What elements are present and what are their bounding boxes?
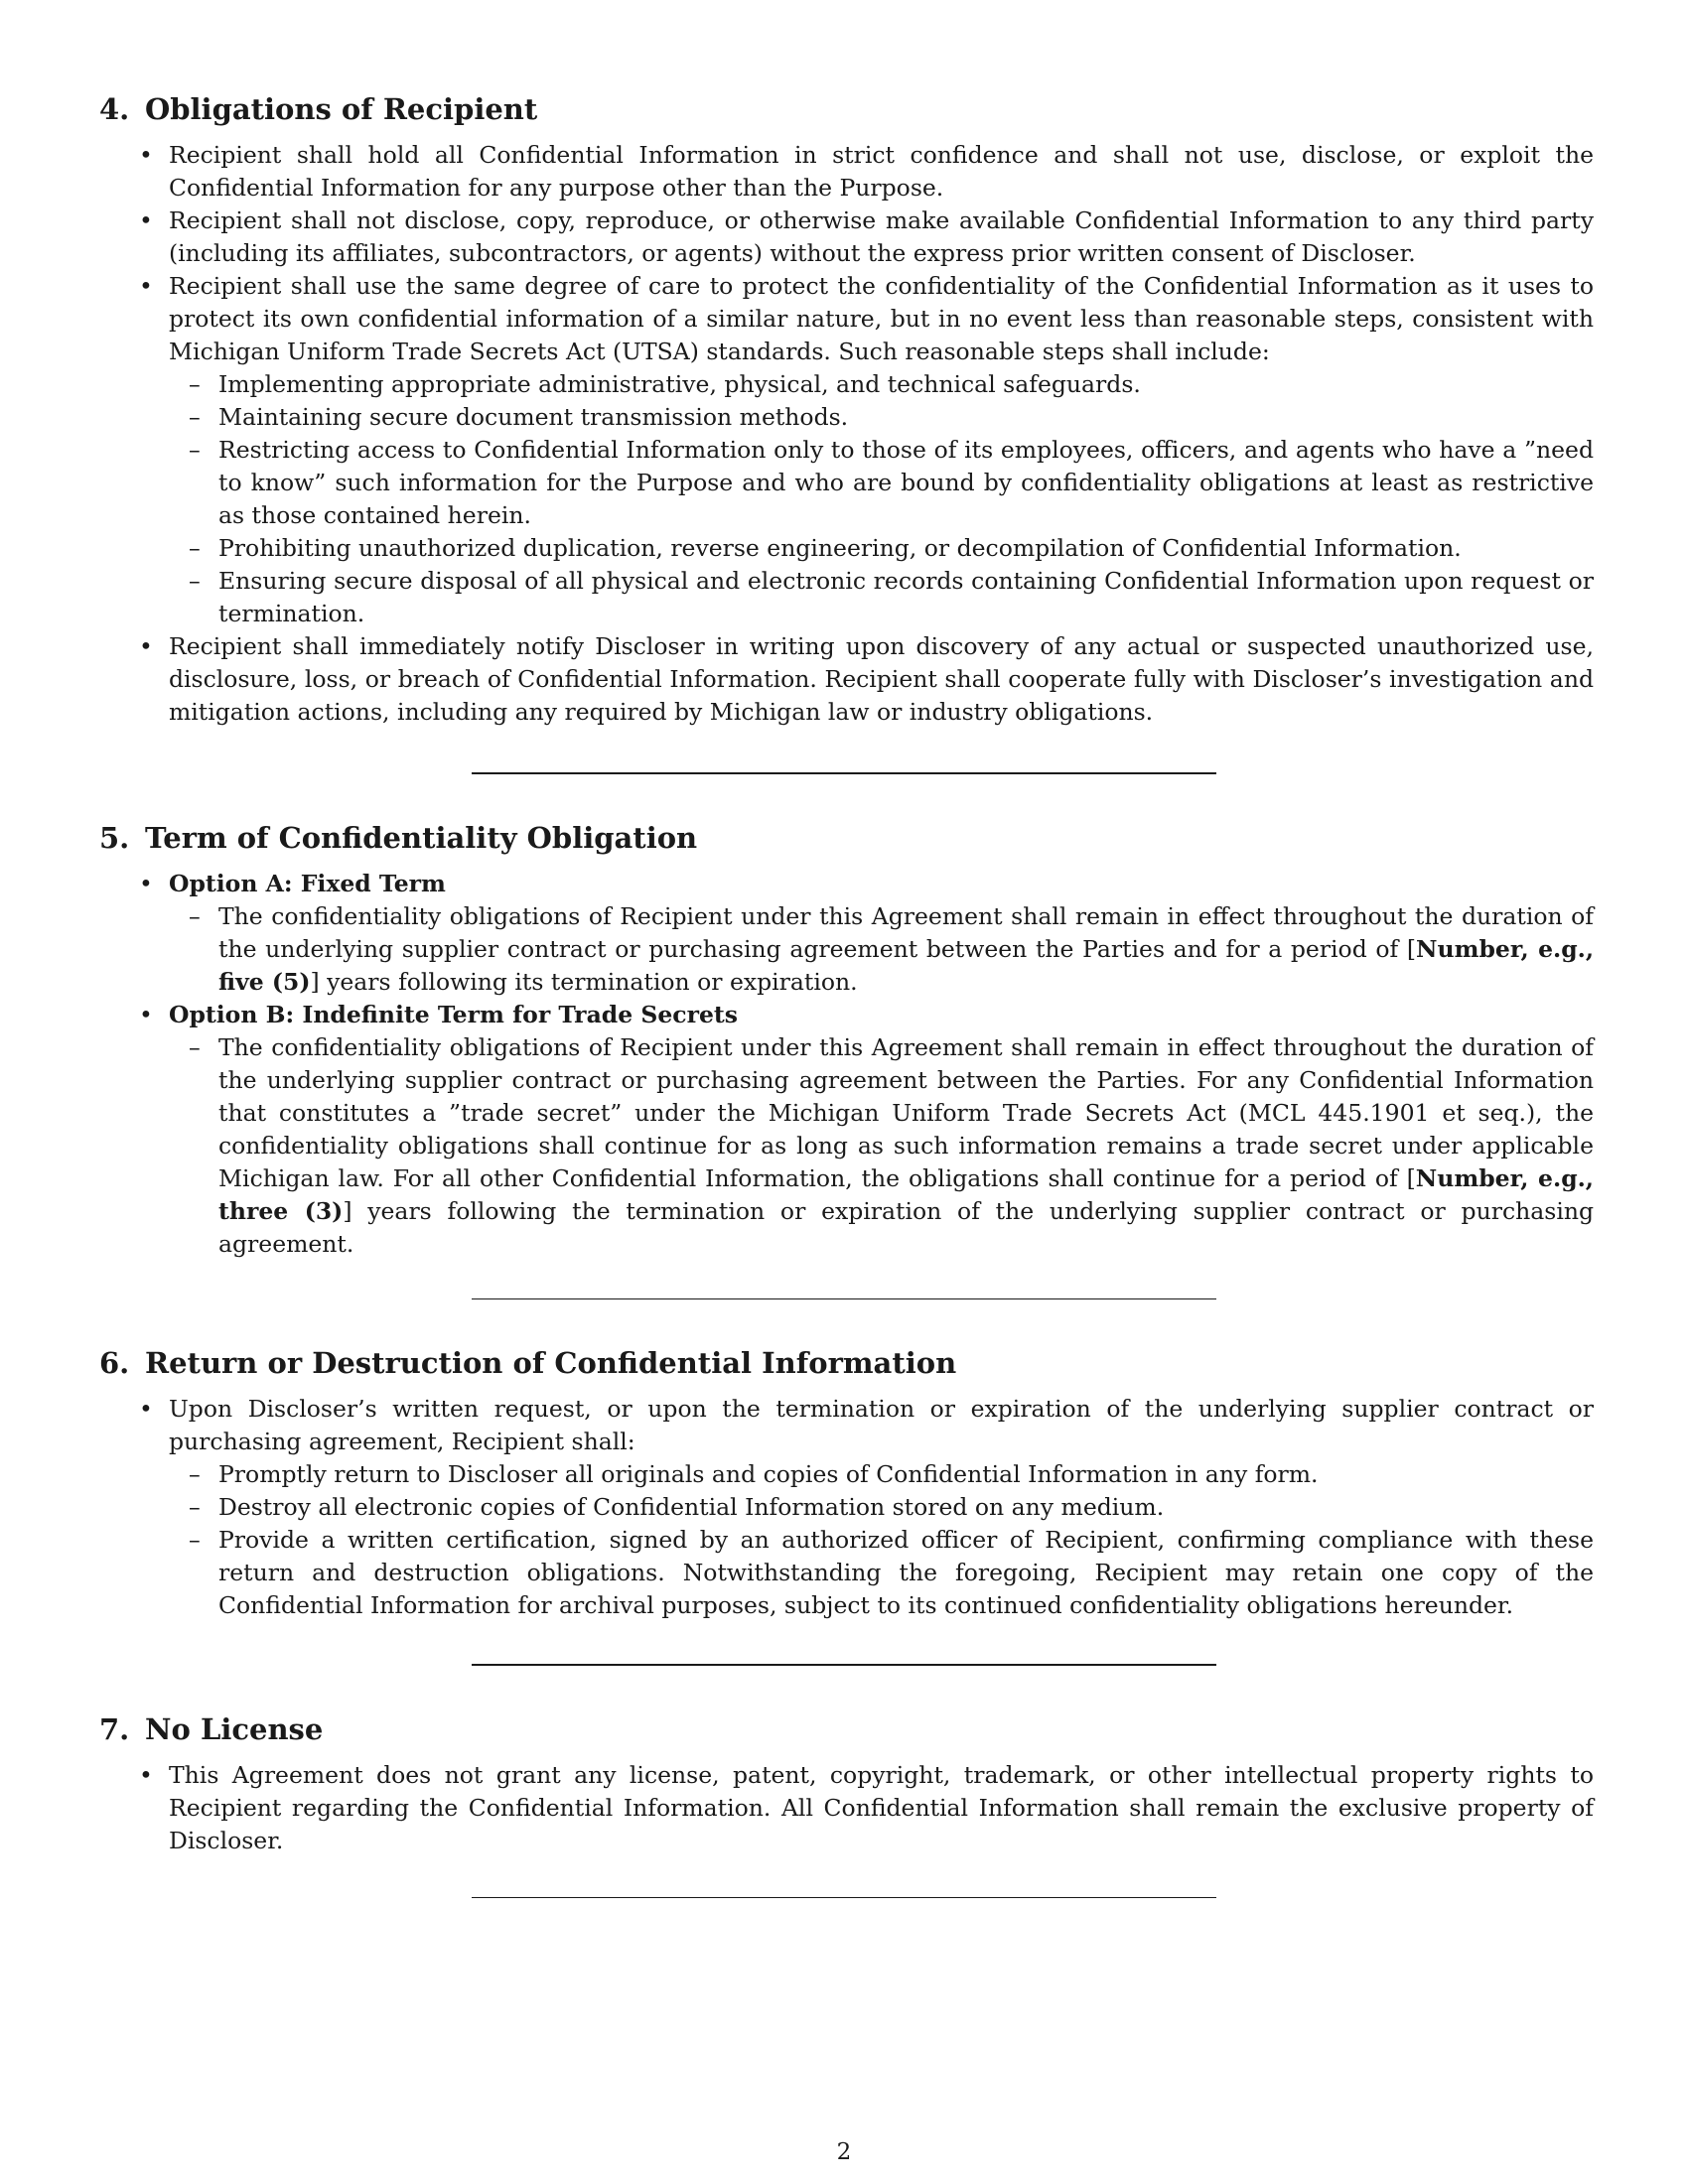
section-divider — [472, 1664, 1216, 1666]
section-5-term — [99, 818, 1594, 1261]
section-heading — [99, 818, 1594, 858]
section-divider — [472, 772, 1216, 774]
section-heading — [99, 89, 1594, 129]
sub-list-item: – Maintaining secure document transmission methods. — [159, 401, 1594, 434]
section-title: No License — [145, 1712, 324, 1746]
section-heading — [99, 1709, 1594, 1749]
list-item — [99, 1393, 1594, 1622]
section-heading — [99, 1343, 1594, 1383]
sub-list-item: – Ensuring secure disposal of all physical and electronic records containing Confidential Information upon request or termination. — [159, 565, 1594, 630]
bullet-list — [99, 868, 1594, 1261]
sub-list-item: – Restricting access to Confidential Information only to those of its employees, officers, and agents who have a ”need to know” such information for the Purpose and who are bound by confidentiality obligations at least as restrictive as those contained herein. — [159, 434, 1594, 532]
section-7-no-license — [99, 1709, 1594, 1857]
option-bold-placeholder: Number, e.g., three (3) — [218, 1164, 1594, 1225]
option-title: Option B: Indefinite Term for Trade Secrets — [169, 1001, 739, 1028]
section-4-obligations — [99, 89, 1594, 729]
sub-list-item — [159, 900, 1594, 999]
option-text: The confidentiality obligations of Recipient under this Agreement shall remain in effect throughout the duration of the underlying supplier contract or purchasing agreement between the Parties. For any Confidential Information that constitutes a ”trade secret” under the Michigan Uniform Trade Secrets Act (MCL 445.1901 et seq.), the confidentiality obligations shall continue for as long as such information remains a trade secret under applicable Michigan law. For all other Confidential Information, the obligations shall continue for a period of [ — [218, 1033, 1594, 1192]
option-bold-placeholder: Number, e.g., five (5) — [218, 935, 1594, 996]
list-item-text: Upon Discloser’s written request, or upon the termination or expiration of the underlying supplier contract or purchasing agreement, Recipient shall: — [169, 1395, 1594, 1455]
option-text: ] years following the termination or expiration of the underlying supplier contract or purchasing agreement. — [218, 1197, 1595, 1258]
list-item: • Recipient shall hold all Confidential Information in strict confidence and shall not use, disclose, or exploit the Confidential Information for any purpose other than the Purpose. — [99, 139, 1594, 205]
section-title: Return or Destruction of Confidential Information — [145, 1346, 957, 1380]
section-divider — [472, 1897, 1216, 1898]
sub-list — [159, 900, 1594, 999]
section-6-return-destruction — [99, 1343, 1594, 1622]
section-title: Term of Confidentiality Obligation — [145, 821, 698, 855]
section-number: 4. — [99, 92, 130, 126]
sub-list-item: – Promptly return to Discloser all originals and copies of Confidential Information in any form. — [159, 1458, 1594, 1491]
bullet-list — [99, 1393, 1594, 1622]
list-item-text: Recipient shall use the same degree of care to protect the confidentiality of the Confidential Information as it uses to protect its own confidential information of a similar nature, but in no event less than reasonable steps, consistent with Michigan Uniform Trade Secrets Act (UTSA) standards. Such reasonable steps shall include: — [169, 272, 1594, 365]
bullet-list — [99, 1759, 1594, 1857]
sub-list — [159, 1031, 1594, 1261]
list-item: • This Agreement does not grant any license, patent, copyright, trademark, or other intellectual property rights to Recipient regarding the Confidential Information. All Confidential Information shall remain the exclusive property of Discloser. — [99, 1759, 1594, 1857]
section-title: Obligations of Recipient — [145, 92, 538, 126]
option-title: Option A: Fixed Term — [169, 870, 446, 897]
sub-list — [159, 1458, 1594, 1622]
option-text: The confidentiality obligations of Recipient under this Agreement shall remain in effect throughout the duration of the underlying supplier contract or purchasing agreement between the Parties and for a period of [ — [218, 902, 1594, 963]
sub-list-item: – Destroy all electronic copies of Confidential Information stored on any medium. — [159, 1491, 1594, 1524]
document-page — [99, 89, 1594, 1898]
section-number: 5. — [99, 821, 130, 855]
sub-list-item — [159, 1031, 1594, 1261]
option-item — [99, 868, 1594, 999]
sub-list — [159, 368, 1594, 630]
page-number: 2 — [836, 2139, 852, 2165]
section-number: 7. — [99, 1712, 130, 1746]
sub-list-item: – Implementing appropriate administrative, physical, and technical safeguards. — [159, 368, 1594, 401]
sub-list-item: – Prohibiting unauthorized duplication, reverse engineering, or decompilation of Confidential Information. — [159, 532, 1594, 565]
list-item — [99, 270, 1594, 630]
option-text: ] years following its termination or expiration. — [310, 968, 858, 996]
section-number: 6. — [99, 1346, 130, 1380]
sub-list-item: – Provide a written certification, signed by an authorized officer of Recipient, confirming compliance with these return and destruction obligations. Notwithstanding the foregoing, Recipient may retain one copy of the Confidential Information for archival purposes, subject to its continued confidentiality obligations hereunder. — [159, 1524, 1594, 1622]
option-item — [99, 999, 1594, 1261]
section-divider — [472, 1298, 1216, 1299]
list-item: • Recipient shall not disclose, copy, reproduce, or otherwise make available Confidential Information to any third party (including its affiliates, subcontractors, or agents) without the express prior written consent of Discloser. — [99, 205, 1594, 270]
list-item: • Recipient shall immediately notify Discloser in writing upon discovery of any actual or suspected unauthorized use, disclosure, loss, or breach of Confidential Information. Recipient shall cooperate fully with Discloser’s investigation and mitigation actions, including any required by Michigan law or industry obligations. — [99, 630, 1594, 729]
bullet-list — [99, 139, 1594, 729]
